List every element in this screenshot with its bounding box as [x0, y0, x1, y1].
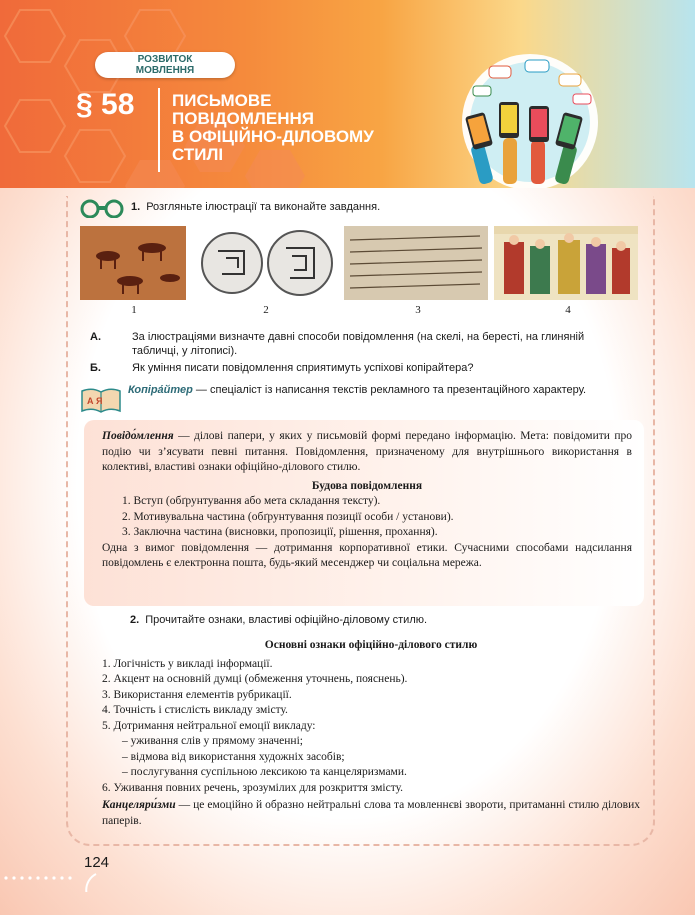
- footer-dots-decoration: [0, 872, 695, 892]
- feature-sub-item: – уживання слів у прямому значенні;: [122, 735, 303, 747]
- section-badge: [95, 52, 235, 78]
- structure-item: 1. Вступ (обґрунтування або мета складання тексту).: [122, 495, 381, 507]
- features-title: Основні ознаки офіційно-ділового стилю: [264, 639, 478, 651]
- vocabulary-term: Копіра́йтер: [128, 384, 193, 396]
- task-1-number: 1.: [131, 201, 141, 213]
- definition-paragraph: [102, 429, 632, 476]
- caption-3: 3: [415, 304, 421, 316]
- badge-line-1: РОЗВИТОК: [137, 54, 193, 65]
- page-title: [172, 92, 422, 164]
- binoculars-icon: [79, 198, 125, 218]
- book-letters: А Я: [87, 396, 103, 406]
- caption-4: 4: [565, 304, 571, 316]
- paragraph-number: § 58: [76, 88, 135, 121]
- vocabulary-note: [128, 383, 598, 397]
- task-2-number: 2.: [130, 614, 140, 626]
- closing-paragraph: Одна з вимог повідомлення — дотримання корпоративної етики. Сучасними способами надсилання повідомлень є електронна пошта, будь-який месенджер чи соціальна мережа.: [102, 541, 632, 569]
- task-1-text: Розгляньте ілюстрації та виконайте завдання.: [146, 201, 381, 213]
- chronicle-miniature-image: [494, 226, 638, 300]
- question-a-letter: А.: [90, 331, 101, 343]
- question-a-text: За ілюстраціями визначте давні способи повідомлення (на скелі, на бересті, на глиняній табличці, у літописі).: [132, 331, 585, 357]
- feature-sub-item: – послугування суспільною лексикою та канцеляризмами.: [122, 766, 407, 778]
- birch-bark-image: [344, 226, 488, 300]
- feature-item: 5. Дотримання нейтральної емоції викладу:: [102, 719, 316, 732]
- structure-item: 3. Заключна частина (висновки, пропозиції, рішення, прохання).: [122, 526, 438, 538]
- title-line-1: ПИСЬМОВЕ: [172, 91, 272, 110]
- structure-title: Будова повідомлення: [311, 479, 423, 492]
- feature-item: 4. Точність і стислість викладу змісту.: [102, 704, 288, 716]
- style-features: [102, 638, 640, 829]
- feature-item: 1. Логічність у викладі інформації.: [102, 657, 273, 670]
- page-number: 124: [84, 854, 110, 871]
- feature-sub-item: – відмова від використання художніх засобів;: [122, 750, 345, 763]
- question-b-letter: Б.: [90, 362, 101, 374]
- illustrations-row: [80, 226, 640, 316]
- task-2-text: Прочитайте ознаки, властиві офіційно-діловому стилю.: [145, 614, 428, 626]
- question-b: [90, 361, 630, 377]
- kancelyaryzmy-text: — це емоційно й образно нейтральні слова та мовленнєві звороти, притаманні стилю ділових паперів.: [102, 799, 640, 827]
- chapter-header: [0, 0, 695, 188]
- header-divider: [158, 88, 160, 172]
- clay-tablets-image: [198, 226, 334, 300]
- kancelyaryzmy-term: Канцеляри́зми: [102, 799, 176, 811]
- hands-with-phones-illustration: [455, 52, 605, 188]
- definition-box-content: [102, 429, 632, 572]
- definition-text: — ділові папери, у яких у письмовій формі передано інформацію. Мета: повідомити про подію чи з’ясувати певні питання. Повідомлення, призначеному для внутрішнього використання в колективі, властиві ознаки офіційно-ділового стилю.: [102, 430, 632, 473]
- feature-item: 3. Використання елементів рубрикації.: [102, 688, 292, 701]
- caption-1: 1: [131, 304, 137, 316]
- definition-term: Повідо́млення: [102, 430, 174, 442]
- feature-item: 6. Уживання повних речень, зрозумілих для розкриття змісту.: [102, 781, 404, 794]
- feature-item: 2. Акцент на основній думці (обмеження уточнень, пояснень).: [102, 673, 408, 685]
- question-a: [90, 330, 630, 360]
- kancelyaryzmy-definition: [102, 798, 640, 829]
- badge-line-2: МОВЛЕННЯ: [135, 65, 195, 76]
- title-line-3: В ОФІЦІЙНО-ДІЛОВОМУ: [172, 127, 374, 146]
- caption-2: 2: [263, 304, 269, 316]
- dictionary-book-icon: [80, 387, 122, 413]
- task-2: [130, 614, 427, 626]
- structure-item: 2. Мотивувальна частина (обґрунтування позиції особи / установи).: [122, 510, 454, 523]
- vocabulary-definition: — спеціаліст із написання текстів рекламного та презентаційного характеру.: [192, 384, 587, 396]
- title-line-2: ПОВІДОМЛЕННЯ: [172, 109, 314, 128]
- title-line-4: СТИЛІ: [172, 145, 224, 164]
- question-b-text: Як уміння писати повідомлення сприятимуть успіхові копірайтера?: [132, 362, 474, 374]
- rock-painting-image: [80, 226, 186, 300]
- task-1: [131, 201, 380, 213]
